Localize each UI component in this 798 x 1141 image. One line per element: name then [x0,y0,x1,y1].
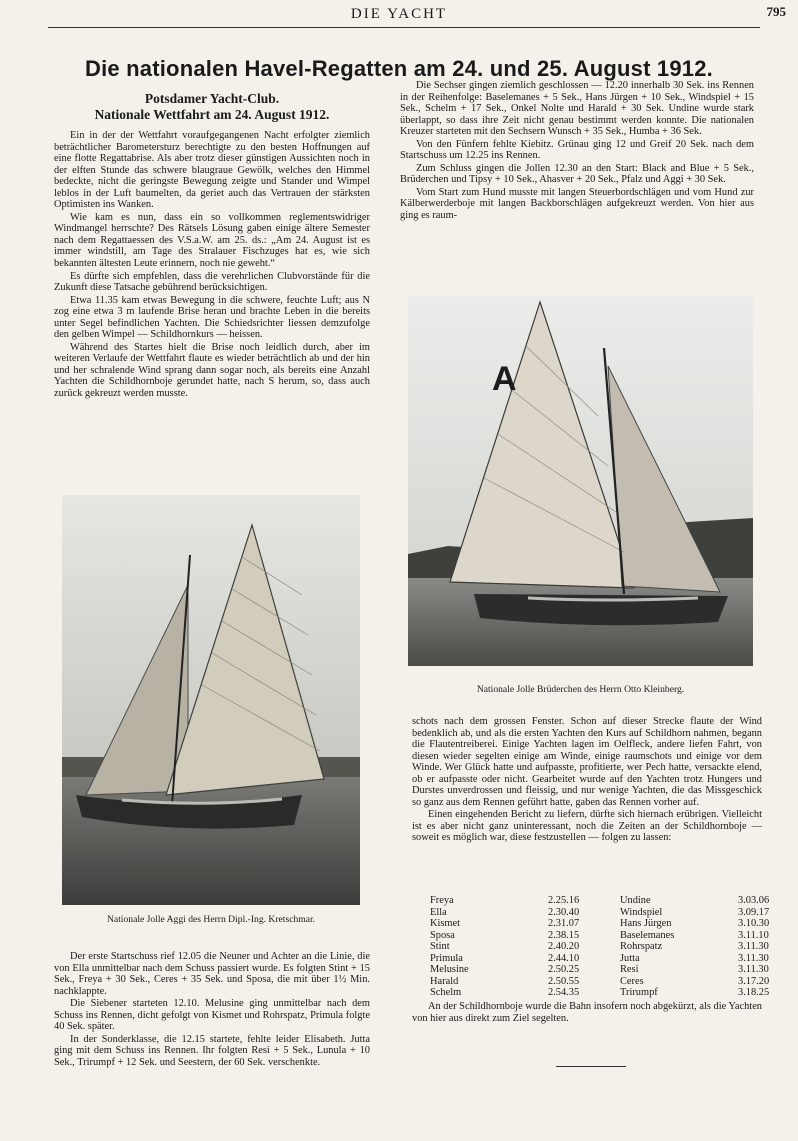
yacht-name: Primula [430,952,463,964]
yacht-name: Ceres [620,975,644,987]
paragraph: schots nach dem grossen Fenster. Schon auf dieser Strecke flaute der Wind bedenklich ab, und als die ersten Yachten den Kurs auf Schildhorn nahmen, begann die Flautentreiberei. Einige Yachten lagen im Oelfleck, andere liefen Fahrt, von diesen wieder segelten einige am Winde, einige raumschots und einige vor dem Winde. Wer Glück hatte und aufpasste, profitierte, wer Pech hatte, versackte elend, ob er aufpasste oder nicht. Gearbeitet wurde auf den Yachten trotz Hungers und Durstes unverdrossen und fleissig, und nur wenige Yachten, die das Missgeschick so ganz aus dem Rennen geführt hatte, gaben das Rennen vorher auf. [412,716,762,808]
photo-caption-bruederchen: Nationale Jolle Brüderchen des Herrn Otto Kleinberg. [476,684,685,695]
paragraph: Die Siebener starteten 12.10. Melusine ging unmittelbar nach dem Schuss ins Rennen, dicht gefolgt von Kismet und Rohrspatz, Primula folgte 40 Sek. später. [54,998,370,1033]
yacht-name: Harald [430,975,459,987]
left-column-top [54,130,370,400]
yacht-time: 2.44.10 [548,952,580,964]
table-row [430,987,769,999]
yacht-time: 2.30.40 [548,906,580,918]
paragraph: Etwa 11.35 kam etwas Bewegung in die schwere, feuchte Luft; aus N zog eine etwa 3 m laufende Brise heran und brachte Leben in die bereits unter Segel befindlichen Yachten. Die Schiedsrichter liessen demzufolge den gelben Wimpel — Schildhornkurs — heissen. [54,294,370,341]
yacht-name: Stint [430,941,450,953]
paragraph: In der Sonderklasse, die 12.15 startete, fehlte leider Elisabeth. Jutta ging mit dem Schuss ins Rennen. Ihr folgten Resi + 5 Sek., Lunula + 10 Sek., Trirumpf + 12 Sek. und Seestern, der 60 Sek. verschenkte. [54,1033,370,1068]
yacht-name: Trirumpf [620,987,658,999]
yacht-time: 3.11.30 [738,952,769,964]
yacht-name: Rohrspatz [620,941,663,953]
yacht-time: 2.50.25 [548,964,580,976]
right-column-bottom [412,716,762,844]
yacht-time: 3.03.06 [738,895,770,906]
paragraph: Vom Start zum Hund musste mit langen Steuerbordschlägen und vom Hund zur Kälberwerderboje mit langen Backborschlägen aufgekreuzt werden. Von hier aus ging es raum- [400,186,754,222]
paragraph: Während des Startes hielt die Brise noch leidlich durch, aber im weiteren Verlaufe der Wettfahrt flaute es wieder beträchtlich ab und der hin und her schralende Wind sprang dann sogar noch, als bereits eine Anzahl Yachten die Schildhornboje gerundet hatte, nach S herum, so, dass auch zurück gekreuzt werden musste. [54,341,370,400]
table-row [430,930,769,942]
yacht-time: 2.25.16 [548,895,580,906]
yacht-time: 3.18.25 [738,987,770,999]
yacht-name: Undine [620,895,651,906]
right-column-top [400,80,754,222]
table-row [430,907,769,919]
yacht-time: 2.40.20 [548,941,580,953]
yacht-name: Sposa [430,929,455,941]
photo-jolle-bruederchen [408,296,753,666]
paragraph: Wie kam es nun, dass ein so vollkommen reglementswidriger Windmangel herrschte? Des Rätsels Lösung gaben einige ältere Semester nach dem Regattaessen des V.S.a.W. am 25. ds.: „Am 24. August ist es immer windstill, am Tage des Stralauer Fischzuges hat es, wie sich bekannten ältesten Leute erinnern, noch nie geweht.“ [54,211,370,270]
yacht-name: Schelm [430,987,462,999]
yacht-time: 3.17.20 [738,975,770,987]
club-heading: Potsdamer Yacht-Club. [144,91,280,106]
yacht-time: 3.09.17 [738,906,770,918]
paragraph: Einen eingehenden Bericht zu liefern, dürfte sich hiernach erübrigen. Vielleicht ist es aber nicht ganz uninteressant, noch die Zeiten an der Schildhornboje — soweit es möglich war, diese festzustellen — folgen zu lassen: [412,809,762,844]
race-heading: Nationale Wettfahrt am 24. August 1912. [94,107,330,122]
yacht-name: Jutta [620,952,640,964]
yacht-time: 2.54.35 [548,987,580,999]
yacht-time: 3.11.30 [738,964,769,976]
table-row [430,953,769,965]
yacht-time: 3.11.10 [738,929,769,941]
yacht-time: 2.31.07 [548,918,580,930]
table-row [430,918,769,930]
yacht-name: Kismet [430,918,461,930]
results-table [430,895,769,999]
paragraph: Zum Schluss gingen die Jollen 12.30 an den Start: Black and Blue + 5 Sek., Brüderchen und Tipsy + 10 Sek., Ahasver + 20 Sek., Pfalz und Aggi + 30 Sek. [400,162,754,186]
photo-caption-aggi: Nationale Jolle Aggi des Herrn Dipl.-Ing. Kretschmar. [106,914,316,925]
table-row [430,976,769,988]
paragraph: Von den Fünfern fehlte Kiebitz. Grünau ging 12 und Greif 20 Sek. nach dem Startschuss um 12.25 ins Rennen. [400,138,754,162]
photo-illustration-bruederchen [408,296,753,666]
yacht-name: Ella [430,906,447,918]
photo-illustration-aggi [62,495,360,905]
paragraph: Die Sechser gingen ziemlich geschlossen — 12.20 innerhalb 30 Sek. ins Rennen in der Reihenfolge: Baselemanes + 5 Sek., Hans Jürgen + 10 Sek., Windspiel + 15 Sek., Schelm + 17 Sek., Onkel Nolte und Harald + 30 Sek. Undine wurde stark überlappt, so dass ihre Zeit nicht genau bestimmt werden konnte. Die nationalen Kreuzer starteten mit den Sechsern Wunsch + 35 Sek., Humba + 36 Sek. [400,80,754,138]
paragraph: An der Schildhornboje wurde die Bahn insofern noch abgekürzt, als die Yachten von hier aus direkt zum Ziel segelten. [412,1001,762,1024]
photo-jolle-aggi [62,495,360,905]
table-row [430,964,769,976]
page-number: 795 [766,4,786,19]
yacht-name: Resi [620,964,639,976]
header-rule [48,27,760,28]
yacht-time: 3.10.30 [738,918,770,930]
yacht-time: 2.50.55 [548,975,580,987]
paragraph: Der erste Startschuss rief 12.05 die Neuner und Achter an die Linie, die von Ella unmittelbar nach dem Schuss passiert wurde. Es folgten Stint + 15 Sek., Freya + 30 Sek., Ceres + 35 Sek. und Sposa, die mit über 1½ Min. nachklappte. [54,951,370,997]
left-column-bottom [54,951,370,1068]
yacht-name: Freya [430,895,454,906]
closing-paragraph [412,1001,762,1024]
yacht-time: 2.38.15 [548,929,580,941]
yacht-name: Windspiel [620,906,663,918]
paragraph: Ein in der der Wettfahrt voraufgegangenen Nacht erfolgter ziemlich beträchtlicher Barometersturz berechtigte zu den besten Hoffnungen auf eine flotte Regattabrise. Als aber trotz dieser günstigen Aussichten noch in der elften Stunde das schwere blaugraue Gewölk, welches den Himmel bedeckte, nicht die geringste Bewegung zeigte und Stander und Wimpel leblos in der Luft baumelten, da geriet auch das Vertrauen der stärksten Optimisten ins Wanken. [54,130,370,211]
end-rule [556,1066,626,1067]
table-row [430,941,769,953]
table-row [430,895,769,907]
yacht-time: 3.11.30 [738,941,769,953]
paragraph: Es dürfte sich empfehlen, dass die verehrlichen Clubvorstände für die Zukunft diese Tatsache gebührend berücksichtigen. [54,270,370,294]
sail-letter: A [492,360,517,398]
running-title: DIE YACHT [350,6,448,22]
yacht-name: Baselemanes [620,929,675,941]
yacht-name: Melusine [430,964,469,976]
yacht-name: Hans Jürgen [620,918,672,930]
article-title: Die nationalen Havel-Regatten am 24. und 25. August 1912. [85,56,713,81]
